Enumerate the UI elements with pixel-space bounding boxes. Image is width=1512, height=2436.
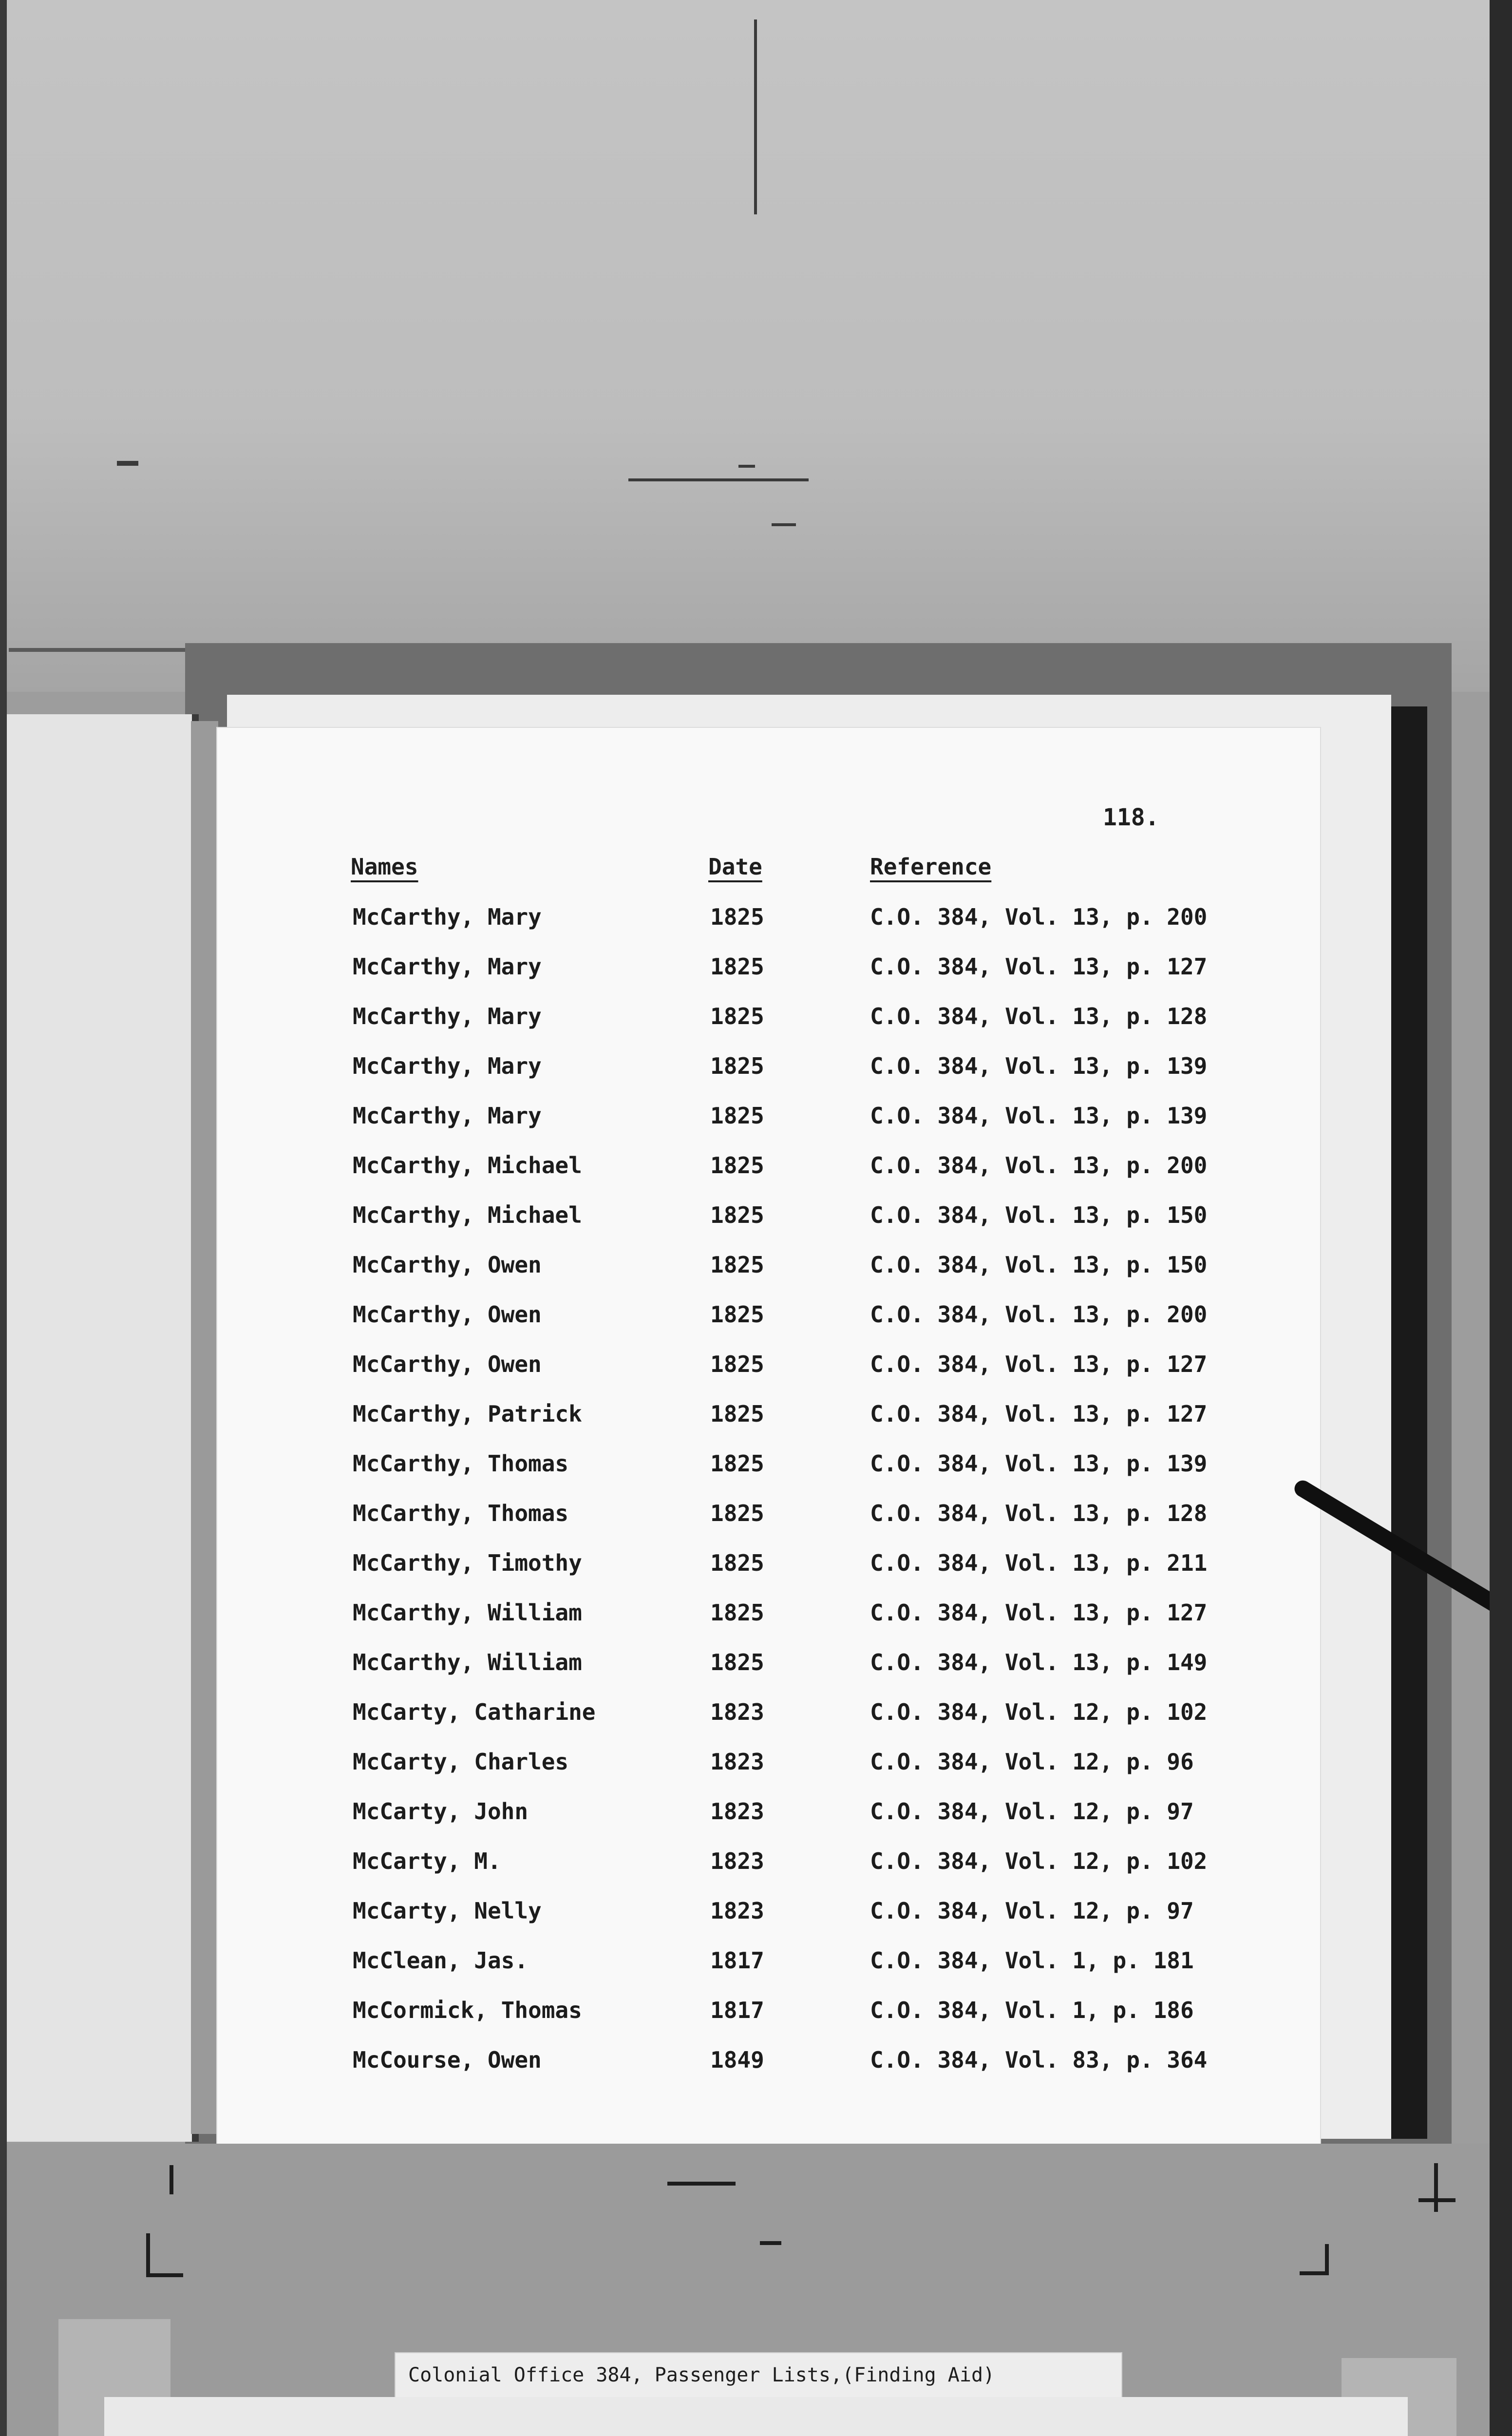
column-header-reference: Reference [870,854,992,880]
crop-mark [1325,2244,1329,2275]
crop-mark [667,2182,736,2186]
entry-row [0,1598,1512,1637]
column-header-names: Names [351,854,418,880]
entry-reference: C.O. 384, Vol. 13, p. 127 [870,1351,1208,1377]
entry-date: 1817 [710,1947,764,1974]
entry-date: 1823 [710,1798,764,1825]
page-number: 118. [1103,804,1159,831]
entry-reference: C.O. 384, Vol. 13, p. 200 [870,1152,1208,1179]
entry-date: 1849 [710,2047,764,2073]
entry-row [0,1200,1512,1239]
entry-reference: C.O. 384, Vol. 13, p. 211 [870,1550,1208,1576]
entry-date: 1825 [710,1103,764,1129]
entry-name: McCarthy, Timothy [353,1550,582,1576]
entry-row [0,1051,1512,1090]
board-mark [9,648,204,652]
entry-reference: C.O. 384, Vol. 13, p. 150 [870,1202,1208,1228]
board-mark [117,461,138,466]
entry-name: McCormick, Thomas [353,1997,582,2023]
entry-row [0,1846,1512,1885]
entry-reference: C.O. 384, Vol. 1, p. 186 [870,1997,1194,2023]
entry-reference: C.O. 384, Vol. 13, p. 139 [870,1450,1208,1477]
crop-mark [146,2273,183,2277]
entry-date: 1825 [710,1003,764,1029]
entry-reference: C.O. 384, Vol. 83, p. 364 [870,2047,1208,2073]
entry-name: McCarty, Catharine [353,1699,596,1725]
crop-mark [1418,2198,1455,2202]
entry-name: McCarthy, Michael [353,1202,582,1228]
entry-reference: C.O. 384, Vol. 13, p. 127 [870,1599,1208,1626]
entry-reference: C.O. 384, Vol. 12, p. 97 [870,1898,1194,1924]
entry-reference: C.O. 384, Vol. 12, p. 102 [870,1848,1208,1874]
board-mark [628,478,809,481]
entry-date: 1823 [710,1898,764,1924]
entry-name: McCarthy, Patrick [353,1401,582,1427]
entry-name: McCarthy, Thomas [353,1450,569,1477]
board-mark [772,523,796,526]
entry-name: McCarty, John [353,1798,529,1825]
entry-row [0,1250,1512,1289]
entry-row [0,1350,1512,1389]
entry-name: McCarthy, Mary [353,1103,542,1129]
entry-name: McCarty, M. [353,1848,501,1874]
entry-name: McCarthy, Owen [353,1301,542,1328]
crop-mark [146,2233,150,2277]
entry-row [0,952,1512,991]
entry-reference: C.O. 384, Vol. 13, p. 128 [870,1500,1208,1526]
entry-row [0,1399,1512,1438]
entry-reference: C.O. 384, Vol. 12, p. 102 [870,1699,1208,1725]
entry-date: 1825 [710,1252,764,1278]
crop-mark [1434,2163,1438,2212]
entry-row [0,1697,1512,1736]
entry-reference: C.O. 384, Vol. 1, p. 181 [870,1947,1194,1974]
series-label: Colonial Office 384, Passenger Lists,(Finding Aid) [408,2364,995,2386]
entry-row [0,1946,1512,1985]
column-header-date: Date [708,854,762,880]
entry-date: 1825 [710,1450,764,1477]
board-mark [738,465,755,468]
entry-reference: C.O. 384, Vol. 13, p. 149 [870,1649,1208,1675]
entry-date: 1825 [710,1401,764,1427]
entry-reference: C.O. 384, Vol. 13, p. 127 [870,953,1208,980]
entry-name: McCarthy, Mary [353,1003,542,1029]
entry-name: McClean, Jas. [353,1947,529,1974]
entry-date: 1825 [710,904,764,930]
entry-date: 1823 [710,1848,764,1874]
archives-stamp-card [104,2397,1408,2436]
entry-date: 1825 [710,953,764,980]
entry-row [0,1449,1512,1488]
entry-name: McCarthy, Mary [353,1053,542,1079]
entry-date: 1823 [710,1749,764,1775]
entry-date: 1825 [710,1301,764,1328]
entry-row [0,1499,1512,1538]
entry-row [0,1648,1512,1687]
entry-reference: C.O. 384, Vol. 13, p. 200 [870,904,1208,930]
entry-row [0,1300,1512,1339]
entry-row [0,1548,1512,1587]
entry-reference: C.O. 384, Vol. 12, p. 96 [870,1749,1194,1775]
entry-name: McCarthy, Mary [353,953,542,980]
entry-date: 1825 [710,1500,764,1526]
entry-name: McCarty, Charles [353,1749,569,1775]
entry-reference: C.O. 384, Vol. 13, p. 128 [870,1003,1208,1029]
entry-name: McCarthy, William [353,1599,582,1626]
entry-row [0,2045,1512,2084]
entry-reference: C.O. 384, Vol. 13, p. 139 [870,1103,1208,1129]
board-mark [754,19,757,214]
entry-date: 1817 [710,1997,764,2023]
entry-name: McCarthy, Thomas [353,1500,569,1526]
entry-name: McCarthy, Owen [353,1351,542,1377]
entry-row [0,1797,1512,1836]
entry-name: McCarthy, Owen [353,1252,542,1278]
entry-row [0,1747,1512,1786]
entry-row [0,1151,1512,1190]
entry-row [0,1996,1512,2035]
crop-mark [760,2241,781,2245]
entry-date: 1825 [710,1649,764,1675]
entry-name: McCarty, Nelly [353,1898,542,1924]
entry-name: McCourse, Owen [353,2047,542,2073]
entry-reference: C.O. 384, Vol. 13, p. 127 [870,1401,1208,1427]
entry-name: McCarthy, Mary [353,904,542,930]
entry-date: 1825 [710,1202,764,1228]
frame-edge-left [0,0,7,2436]
entry-reference: C.O. 384, Vol. 13, p. 150 [870,1252,1208,1278]
entry-date: 1825 [710,1599,764,1626]
entry-date: 1825 [710,1351,764,1377]
entry-reference: C.O. 384, Vol. 12, p. 97 [870,1798,1194,1825]
entry-date: 1825 [710,1550,764,1576]
entry-row [0,902,1512,941]
entry-date: 1825 [710,1152,764,1179]
ghost-text [11,838,64,852]
crop-mark [170,2165,173,2194]
entry-reference: C.O. 384, Vol. 13, p. 139 [870,1053,1208,1079]
crop-mark [1300,2271,1329,2275]
frame-edge-right [1490,0,1512,2436]
entry-reference: C.O. 384, Vol. 13, p. 200 [870,1301,1208,1328]
entry-date: 1823 [710,1699,764,1725]
entry-row [0,1101,1512,1140]
entry-row [0,1002,1512,1041]
entry-date: 1825 [710,1053,764,1079]
entry-name: McCarthy, William [353,1649,582,1675]
entry-row [0,1896,1512,1935]
entry-name: McCarthy, Michael [353,1152,582,1179]
